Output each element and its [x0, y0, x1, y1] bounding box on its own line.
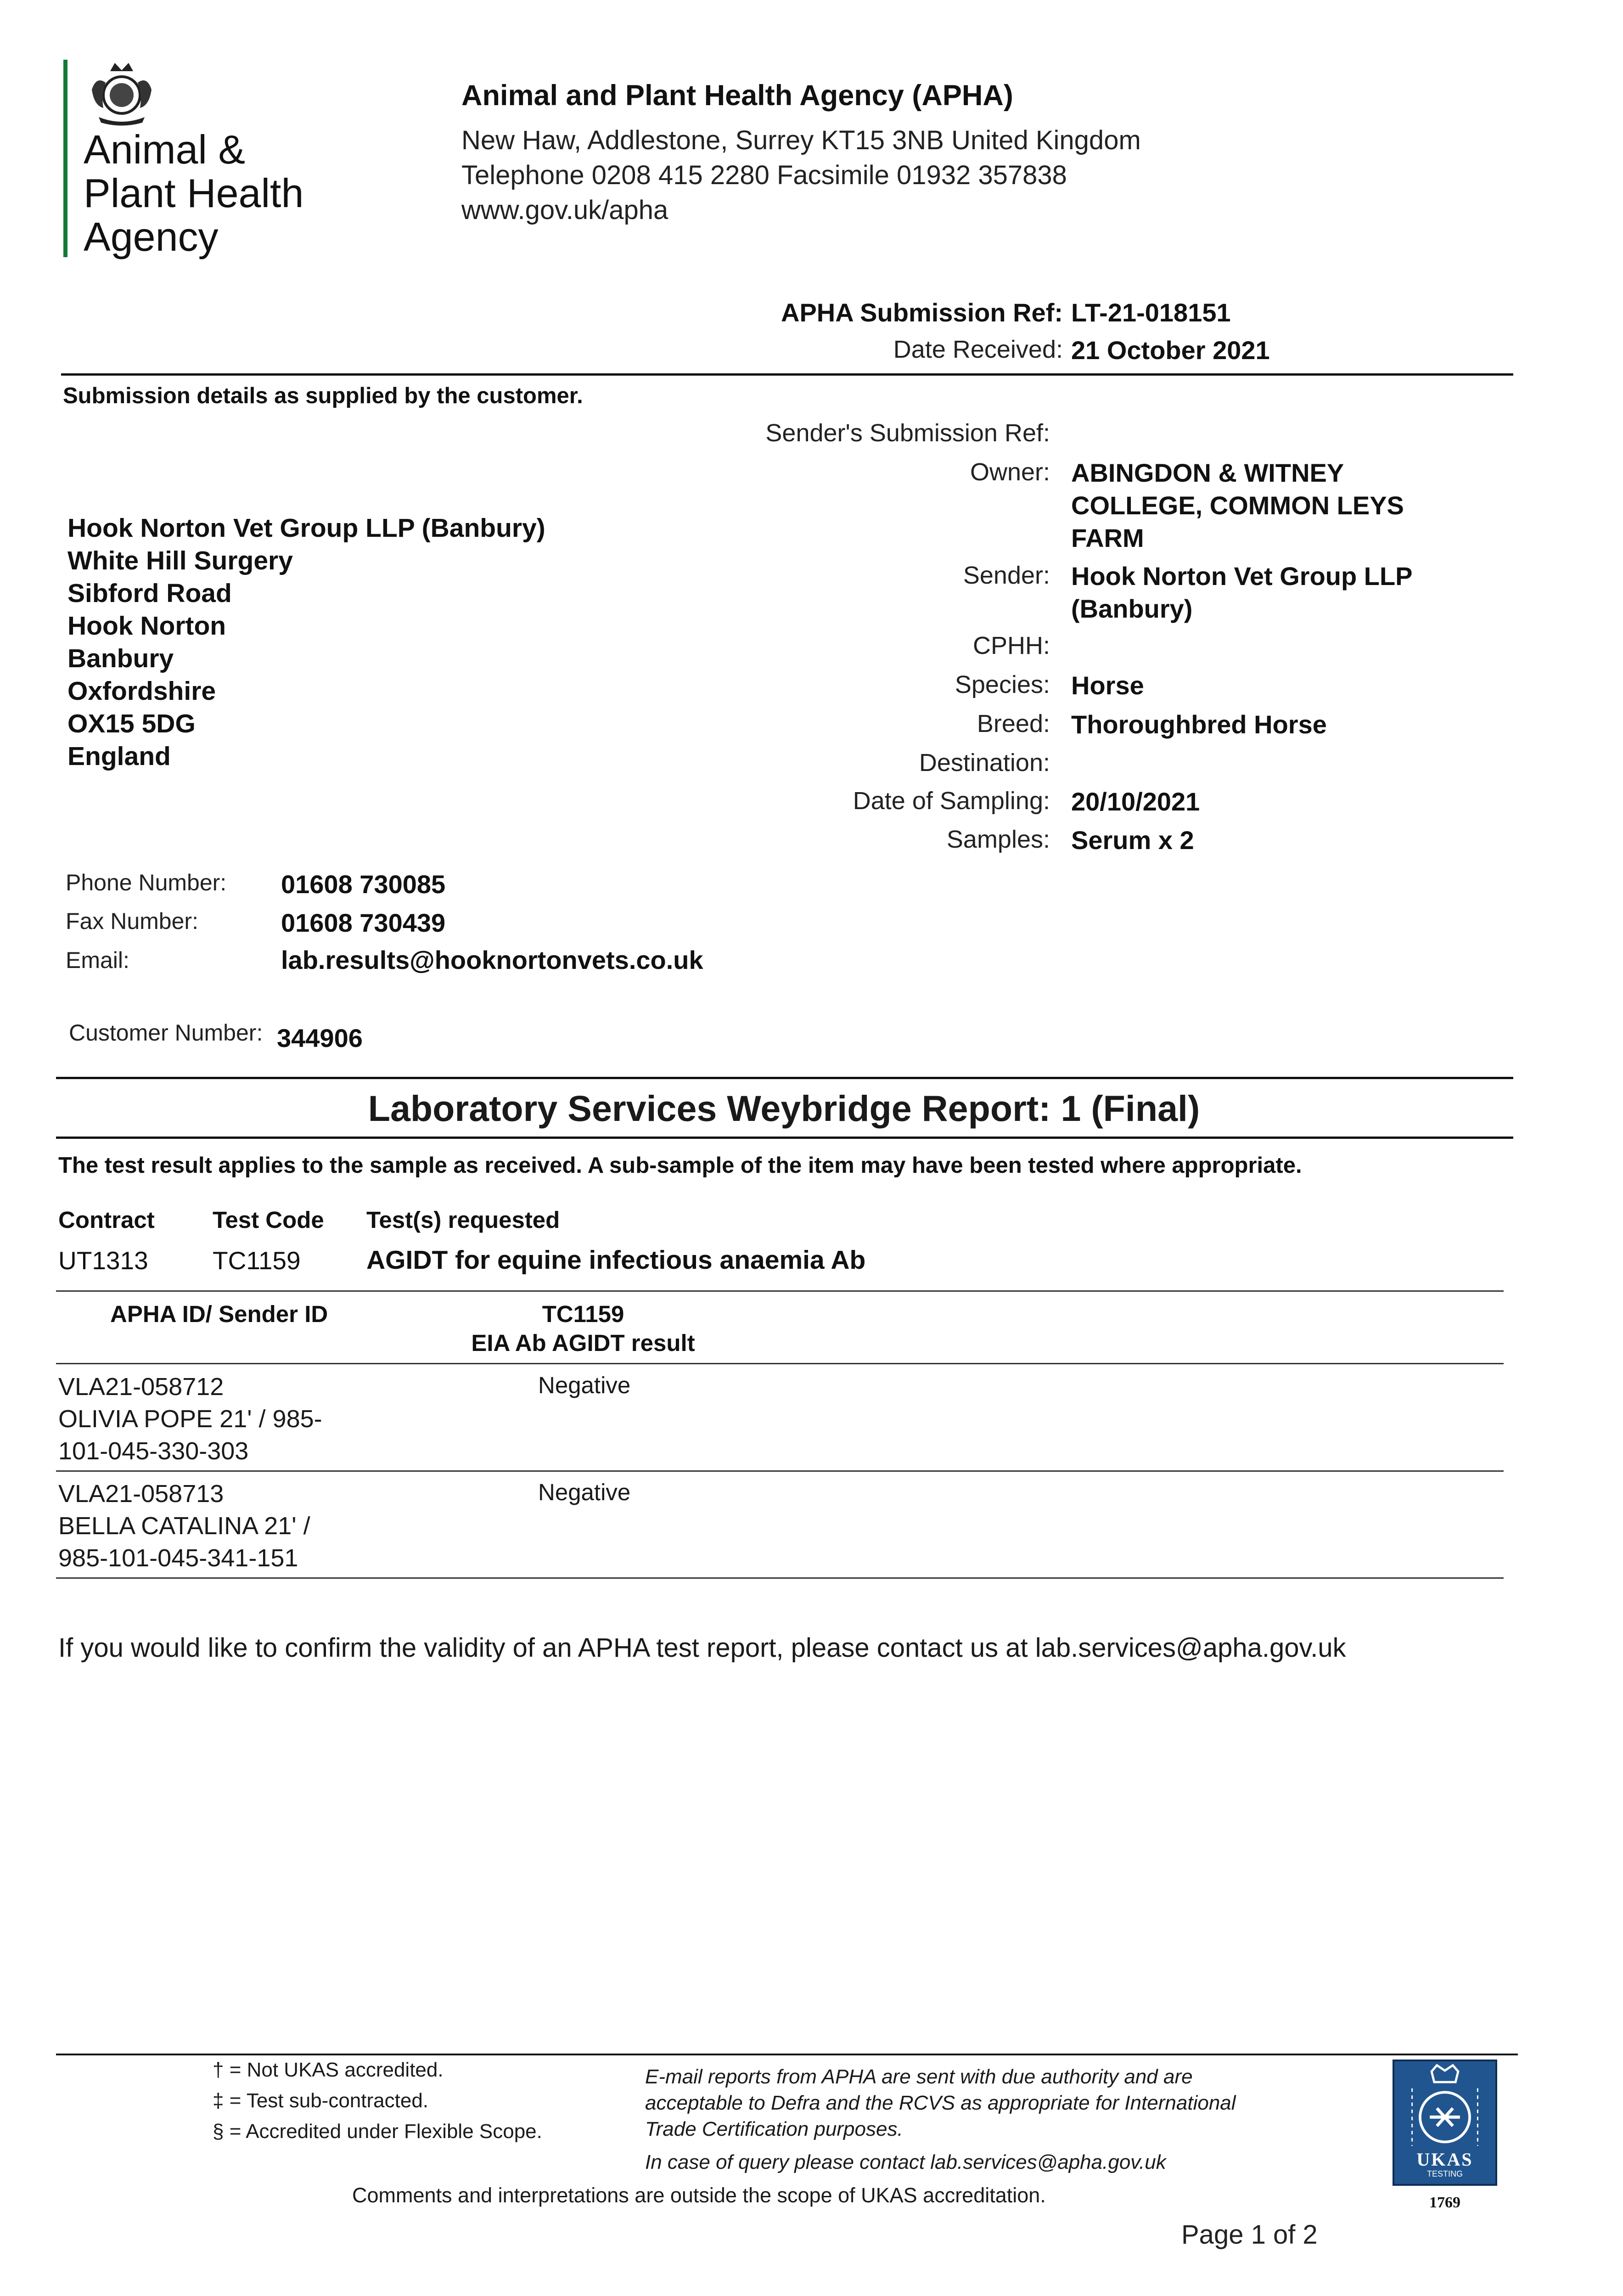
table-header-rule	[56, 1363, 1504, 1364]
row-1-sender-id-b: 101-045-330-303	[58, 1437, 249, 1465]
email-note-line-2: acceptable to Defra and the RCVS as appropriate for International	[645, 2092, 1236, 2114]
result-column-header-code: TC1159	[542, 1301, 624, 1327]
owner-line-3: FARM	[1071, 523, 1144, 552]
breed-label: Breed:	[977, 710, 1050, 737]
agency-website[interactable]: www.gov.uk/apha	[461, 195, 668, 225]
samples-label: Samples:	[946, 826, 1050, 853]
report-top-divider	[56, 1077, 1513, 1079]
agency-name: Animal and Plant Health Agency (APHA)	[461, 79, 1013, 112]
customer-number-value: 344906	[277, 1024, 363, 1052]
owner-label: Owner:	[970, 458, 1050, 486]
royal-crest-icon	[83, 57, 161, 126]
sender-label: Sender:	[963, 562, 1050, 589]
email-note-line-1: E-mail reports from APHA are sent with due authority and are	[645, 2065, 1193, 2088]
row-2-sender-id-a: BELLA CATALINA 21' /	[58, 1512, 310, 1540]
destination-label: Destination:	[919, 749, 1050, 777]
email-value[interactable]: lab.results@hooknortonvets.co.uk	[281, 945, 703, 974]
fax-value: 01608 730439	[281, 908, 446, 937]
legend-not-accredited: † = Not UKAS accredited.	[213, 2059, 444, 2081]
senders-ref-label: Sender's Submission Ref:	[765, 419, 1050, 447]
phone-label: Phone Number:	[66, 870, 227, 895]
ukas-scope-note: Comments and interpretations are outside the scope of UKAS accreditation.	[352, 2183, 1046, 2207]
result-column-header-name: EIA Ab AGIDT result	[471, 1330, 695, 1356]
date-received-value: 21 October 2021	[1071, 336, 1270, 365]
email-note-line-3: Trade Certification purposes.	[645, 2118, 903, 2140]
logo-text-line-1: Animal &	[84, 127, 246, 172]
submission-ref-value: LT-21-018151	[1071, 298, 1231, 327]
agency-telephone: Telephone 0208 415 2280 Facsimile 01932 357838	[461, 160, 1067, 190]
report-title-divider	[56, 1137, 1513, 1139]
footer-divider	[56, 2054, 1518, 2055]
ukas-testing-text: TESTING	[1426, 2169, 1463, 2178]
logo-text-line-2: Plant Health	[84, 170, 304, 216]
report-title: Laboratory Services Weybridge Report: 1 (Final)	[368, 1088, 1200, 1129]
ukas-text: UKAS	[1416, 2149, 1473, 2170]
test-code-header: Test Code	[213, 1207, 324, 1233]
sender-line-1: Hook Norton Vet Group LLP	[1071, 562, 1413, 591]
table-row-rule	[56, 1470, 1504, 1472]
validity-note: If you would like to confirm the validity of an APHA test report, please contact us at lab.services@apha.gov.uk	[58, 1633, 1346, 1663]
tests-requested-header: Test(s) requested	[366, 1207, 560, 1233]
cphh-label: CPHH:	[972, 632, 1050, 659]
date-received-label: Date Received:	[893, 336, 1063, 363]
owner-line-2: COLLEGE, COMMON LEYS	[1071, 491, 1404, 520]
ukas-badge	[1393, 2060, 1497, 2186]
address-line-3: Sibford Road	[67, 579, 232, 608]
row-2-result: Negative	[538, 1479, 631, 1505]
header-divider	[61, 373, 1513, 376]
fax-label: Fax Number:	[66, 908, 198, 934]
address-line-5: Banbury	[67, 644, 174, 673]
row-1-result: Negative	[538, 1372, 631, 1398]
query-note: In case of query please contact lab.services@apha.gov.uk	[645, 2151, 1166, 2173]
contract-header: Contract	[58, 1207, 155, 1233]
species-label: Species:	[955, 671, 1050, 698]
test-requested-value: AGIDT for equine infectious anaemia Ab	[366, 1245, 866, 1275]
species-value: Horse	[1071, 671, 1144, 700]
legend-sub-contracted: ‡ = Test sub-contracted.	[213, 2089, 429, 2112]
row-1-apha-id: VLA21-058712	[58, 1373, 224, 1401]
table-bottom-rule	[56, 1577, 1504, 1579]
page-number: Page 1 of 2	[1181, 2220, 1318, 2250]
row-2-apha-id: VLA21-058713	[58, 1480, 224, 1508]
logo-bar	[63, 60, 67, 257]
breed-value: Thoroughbred Horse	[1071, 710, 1327, 739]
customer-number-label: Customer Number:	[69, 1020, 263, 1046]
phone-value: 01608 730085	[281, 870, 446, 899]
address-line-8: England	[67, 742, 171, 771]
owner-line-1: ABINGDON & WITNEY	[1071, 458, 1344, 487]
logo-text-line-3: Agency	[84, 214, 219, 259]
samples-value: Serum x 2	[1071, 826, 1194, 855]
address-line-6: Oxfordshire	[67, 676, 216, 706]
test-code-value: TC1159	[213, 1246, 301, 1275]
submission-note: Submission details as supplied by the customer.	[63, 383, 583, 408]
table-top-rule	[56, 1290, 1504, 1292]
sampling-date-value: 20/10/2021	[1071, 787, 1200, 816]
address-line-1: Hook Norton Vet Group LLP (Banbury)	[67, 513, 545, 543]
ukas-number: 1769	[1429, 2194, 1460, 2211]
submission-ref-label: APHA Submission Ref:	[781, 298, 1063, 327]
email-label: Email:	[66, 947, 129, 973]
address-line-7: OX15 5DG	[67, 709, 196, 738]
id-column-header: APHA ID/ Sender ID	[110, 1301, 328, 1327]
address-line-2: White Hill Surgery	[67, 546, 293, 575]
legend-flexible-scope: § = Accredited under Flexible Scope.	[213, 2120, 542, 2143]
sampling-date-label: Date of Sampling:	[853, 787, 1050, 815]
sender-line-2: (Banbury)	[1071, 594, 1193, 623]
contract-value: UT1313	[58, 1246, 148, 1275]
address-line-4: Hook Norton	[67, 611, 226, 641]
row-1-sender-id-a: OLIVIA POPE 21' / 985-	[58, 1405, 322, 1433]
report-disclaimer: The test result applies to the sample as received. A sub-sample of the item may have been tested where appropriate.	[58, 1153, 1302, 1178]
row-2-sender-id-b: 985-101-045-341-151	[58, 1544, 298, 1572]
agency-address: New Haw, Addlestone, Surrey KT15 3NB United Kingdom	[461, 125, 1141, 155]
